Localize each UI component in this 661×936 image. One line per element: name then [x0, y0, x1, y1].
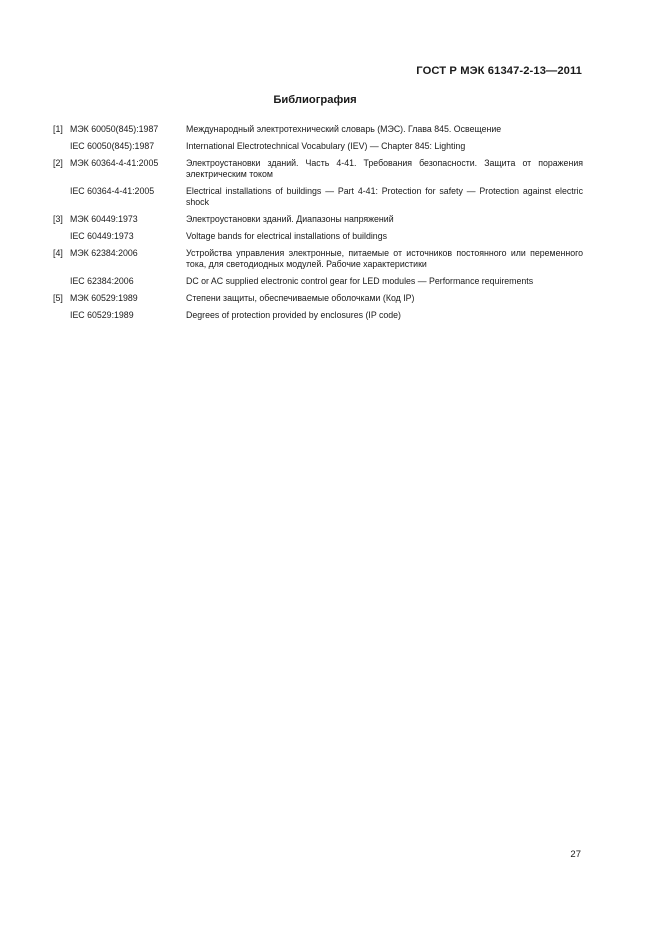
entry-code: IEC 60449:1973	[70, 231, 134, 241]
bibliography-title: Библиография	[273, 94, 357, 106]
bibliography-entry	[53, 124, 583, 135]
bibliography-entry	[53, 186, 583, 208]
document-header: ГОСТ Р МЭК 61347-2-13—2011	[416, 65, 582, 77]
bibliography-entry	[53, 310, 583, 321]
entry-code: МЭК 60364-4-41:2005	[70, 158, 159, 168]
entry-number: [2]	[53, 158, 63, 168]
entry-title: Электроустановки зданий. Часть 4-41. Требования безопасности. Защита от поражения электрическим током	[186, 158, 583, 179]
entry-number: [1]	[53, 124, 63, 134]
entry-title: Electrical installations of buildings — Part 4-41: Protection for safety — Protection against electric shock	[186, 186, 583, 207]
entry-code: IEC 60364-4-41:2005	[70, 186, 155, 196]
entry-title: Степени защиты, обеспечиваемые оболочками (Код IP)	[186, 293, 415, 303]
entry-code: МЭК 60449:1973	[70, 214, 138, 224]
entry-number: [4]	[53, 248, 63, 258]
entry-code: IEC 62384:2006	[70, 276, 134, 286]
bibliography-entry	[53, 293, 583, 304]
bibliography-entry	[53, 214, 583, 225]
page-number: 27	[570, 849, 581, 860]
bibliography-entry	[53, 276, 583, 287]
bibliography-entry	[53, 141, 583, 152]
entry-code: МЭК 60529:1989	[70, 293, 138, 303]
entry-code: МЭК 60050(845):1987	[70, 124, 159, 134]
bibliography-entry	[53, 158, 583, 180]
entry-number: [3]	[53, 214, 63, 224]
entry-title: Degrees of protection provided by enclosures (IP code)	[186, 310, 401, 320]
entry-title: Voltage bands for electrical installations of buildings	[186, 231, 387, 241]
entry-number: [5]	[53, 293, 63, 303]
bibliography-list	[53, 124, 583, 327]
entry-code: IEC 60050(845):1987	[70, 141, 155, 151]
entry-title: Международный электротехнический словарь (МЭС). Глава 845. Освещение	[186, 124, 502, 134]
entry-title: Устройства управления электронные, питаемые от источников постоянного или переменного тока, для светодиодных модулей. Рабочие характеристики	[186, 248, 583, 269]
entry-title: Электроустановки зданий. Диапазоны напряжений	[186, 214, 394, 224]
entry-code: IEC 60529:1989	[70, 310, 134, 320]
entry-title: International Electrotechnical Vocabulary (IEV) — Chapter 845: Lighting	[186, 141, 466, 151]
bibliography-entry	[53, 248, 583, 270]
entry-code: МЭК 62384:2006	[70, 248, 138, 258]
entry-title: DC or AC supplied electronic control gear for LED modules — Performance requirements	[186, 276, 534, 286]
bibliography-entry	[53, 231, 583, 242]
